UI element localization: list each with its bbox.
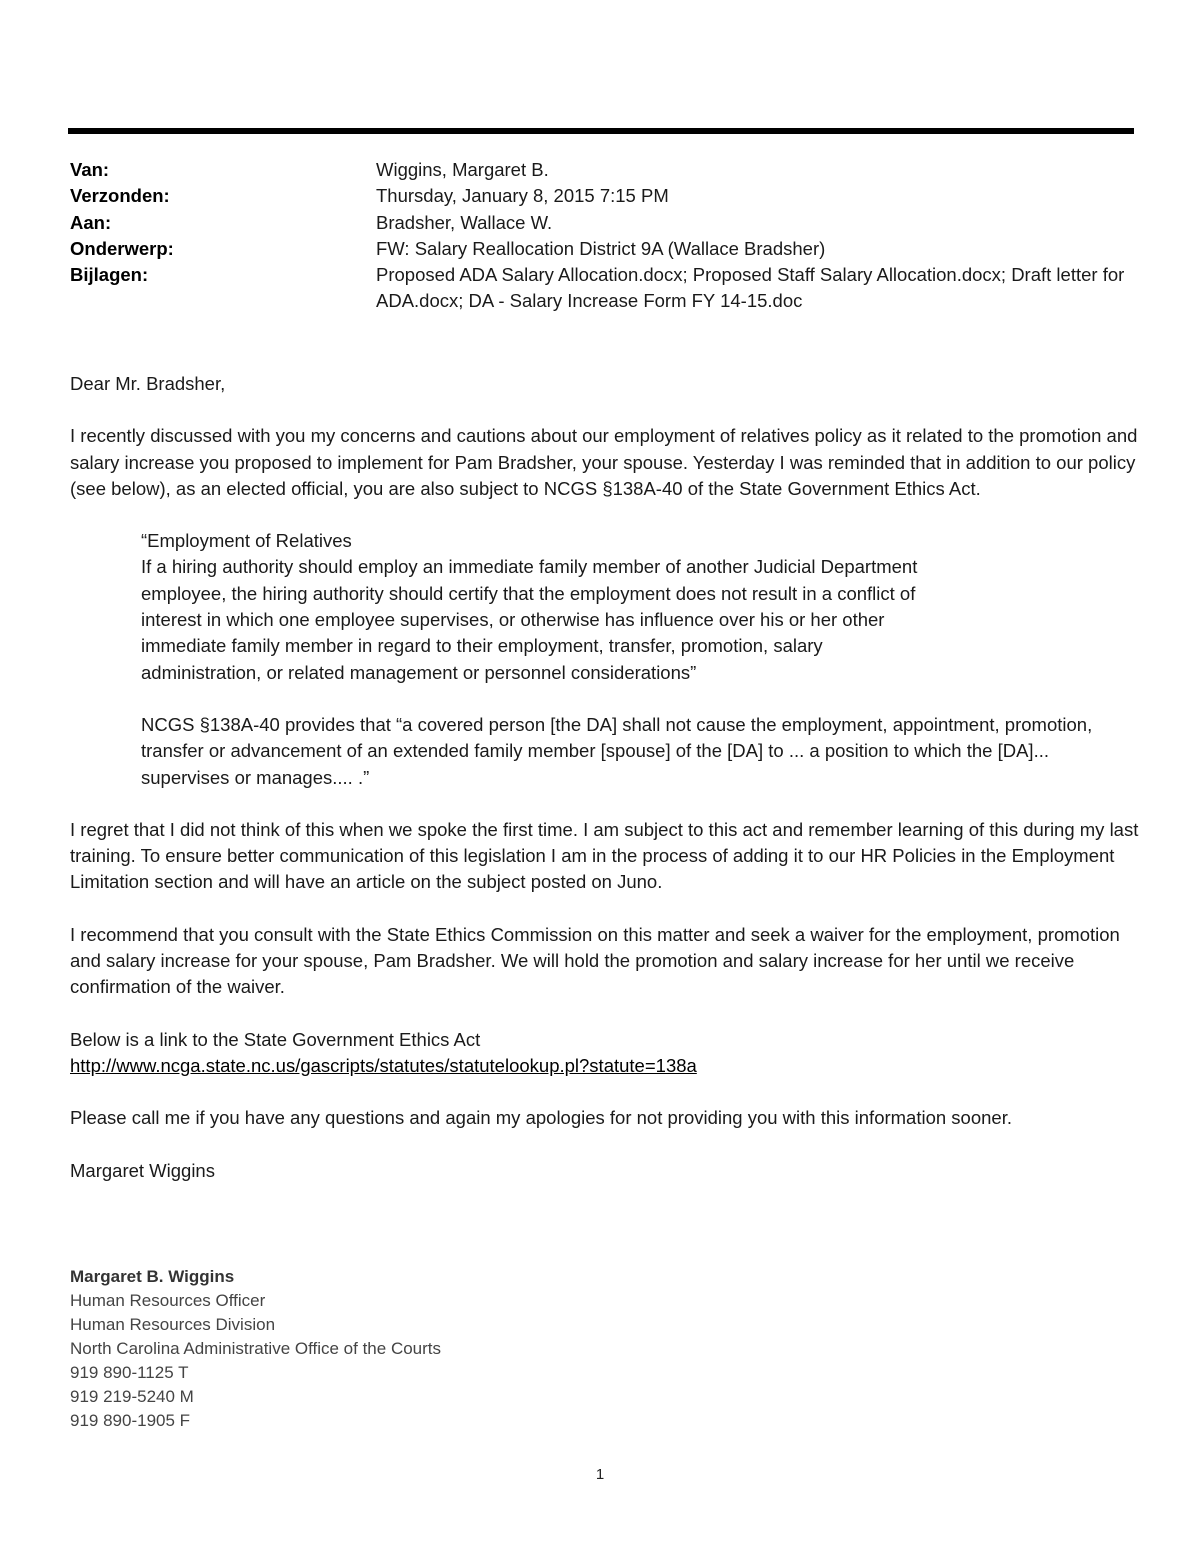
ethics-act-link[interactable]: http://www.ncga.state.nc.us/gascripts/statutes/statutelookup.pl?statute=138a [70,1054,697,1076]
signature-phone-f: 919 890-1905 F [70,1411,191,1430]
to-value: Bradsher, Wallace W. [376,211,553,233]
salutation: Dear Mr. Bradsher, [70,373,226,394]
to-row [70,210,1130,236]
email-header [70,157,1130,315]
sent-label: Verzonden: [70,185,170,207]
link-intro: Below is a link to the State Government Ethics Act [70,1028,481,1050]
signature-office: North Carolina Administrative Office of the Courts [70,1339,442,1358]
subject-value: FW: Salary Reallocation District 9A (Wallace Bradsher) [376,237,826,259]
policy-quote [141,528,941,686]
signature-phone-m: 919 219-5240 M [70,1387,194,1406]
page-number: 1 [595,1466,605,1483]
paragraph-regret: I regret that I did not think of this when we spoke the first time. I am subject to this act and remember learning of this during my last training. To ensure better communication of this legislation I am in the process of adding it to our HR Policies in the Employment Limitation section and will have an article on the subject posted on Juno. [70,818,1139,893]
header-divider [68,128,1134,134]
paragraph-concerns: I recently discussed with you my concerns and cautions about our employment of relatives policy as it related to the promotion and salary increase you proposed to implement for Pam Bradsher, your spouse. Yesterday I was reminded that in addition to our policy (see below), as an elected official, you are also subject to NCGS §138A-40 of the State Government Ethics Act. [70,425,1138,499]
attachments-row [70,262,1130,315]
signature-title: Human Resources Officer [70,1291,266,1310]
from-row [70,157,1130,183]
policy-quote-title: “Employment of Relatives [141,530,352,552]
policy-quote-text: If a hiring authority should employ an immediate family member of another Judicial Department employee, the hiring authority should certify that the employment does not result in a conflict of interest in which one employee supervises, or otherwise has influence over his or her other immediate family member in regard to their employment, transfer, promotion, salary administration, or related management or personnel considerations” [141,556,918,683]
from-value: Wiggins, Margaret B. [376,159,549,180]
paragraph-recommendation: I recommend that you consult with the State Ethics Commission on this matter and seek a waiver for the employment, promotion and salary increase for your spouse, Pam Bradsher. We will hold the promotion and salary increase for her until we receive confirmation of the waiver. [70,923,1120,998]
paragraph-call: Please call me if you have any questions and again my apologies for not providing you with this information sooner. [70,1107,1012,1129]
subject-label: Onderwerp: [70,237,174,259]
statute-quote: NCGS §138A-40 provides that “a covered person [the DA] shall not cause the employment, appointment, promotion, transfer or advancement of an extended family member [spouse] of the [DA] to ... a position to which the [DA]... supervises or manages.... .” [141,713,1093,788]
attachments-label: Bijlagen: [70,264,149,286]
to-label: Aan: [70,211,112,233]
sent-value: Thursday, January 8, 2015 7:15 PM [376,185,669,207]
signature-name: Margaret B. Wiggins [70,1267,235,1286]
signature-phone-t: 919 890-1125 T [70,1363,189,1382]
attachments-value: Proposed ADA Salary Allocation.docx; Proposed Staff Salary Allocation.docx; Draft letter for ADA.docx; DA - Salary Increase Form FY 14-15.doc [376,264,1125,312]
from-label: Van: [70,159,110,180]
signature-division: Human Resources Division [70,1315,276,1334]
closing-name: Margaret Wiggins [70,1159,215,1181]
email-body [70,371,1140,1210]
subject-row [70,236,1130,262]
sent-row [70,183,1130,209]
email-signature [70,1265,670,1433]
link-paragraph [70,1027,1140,1080]
